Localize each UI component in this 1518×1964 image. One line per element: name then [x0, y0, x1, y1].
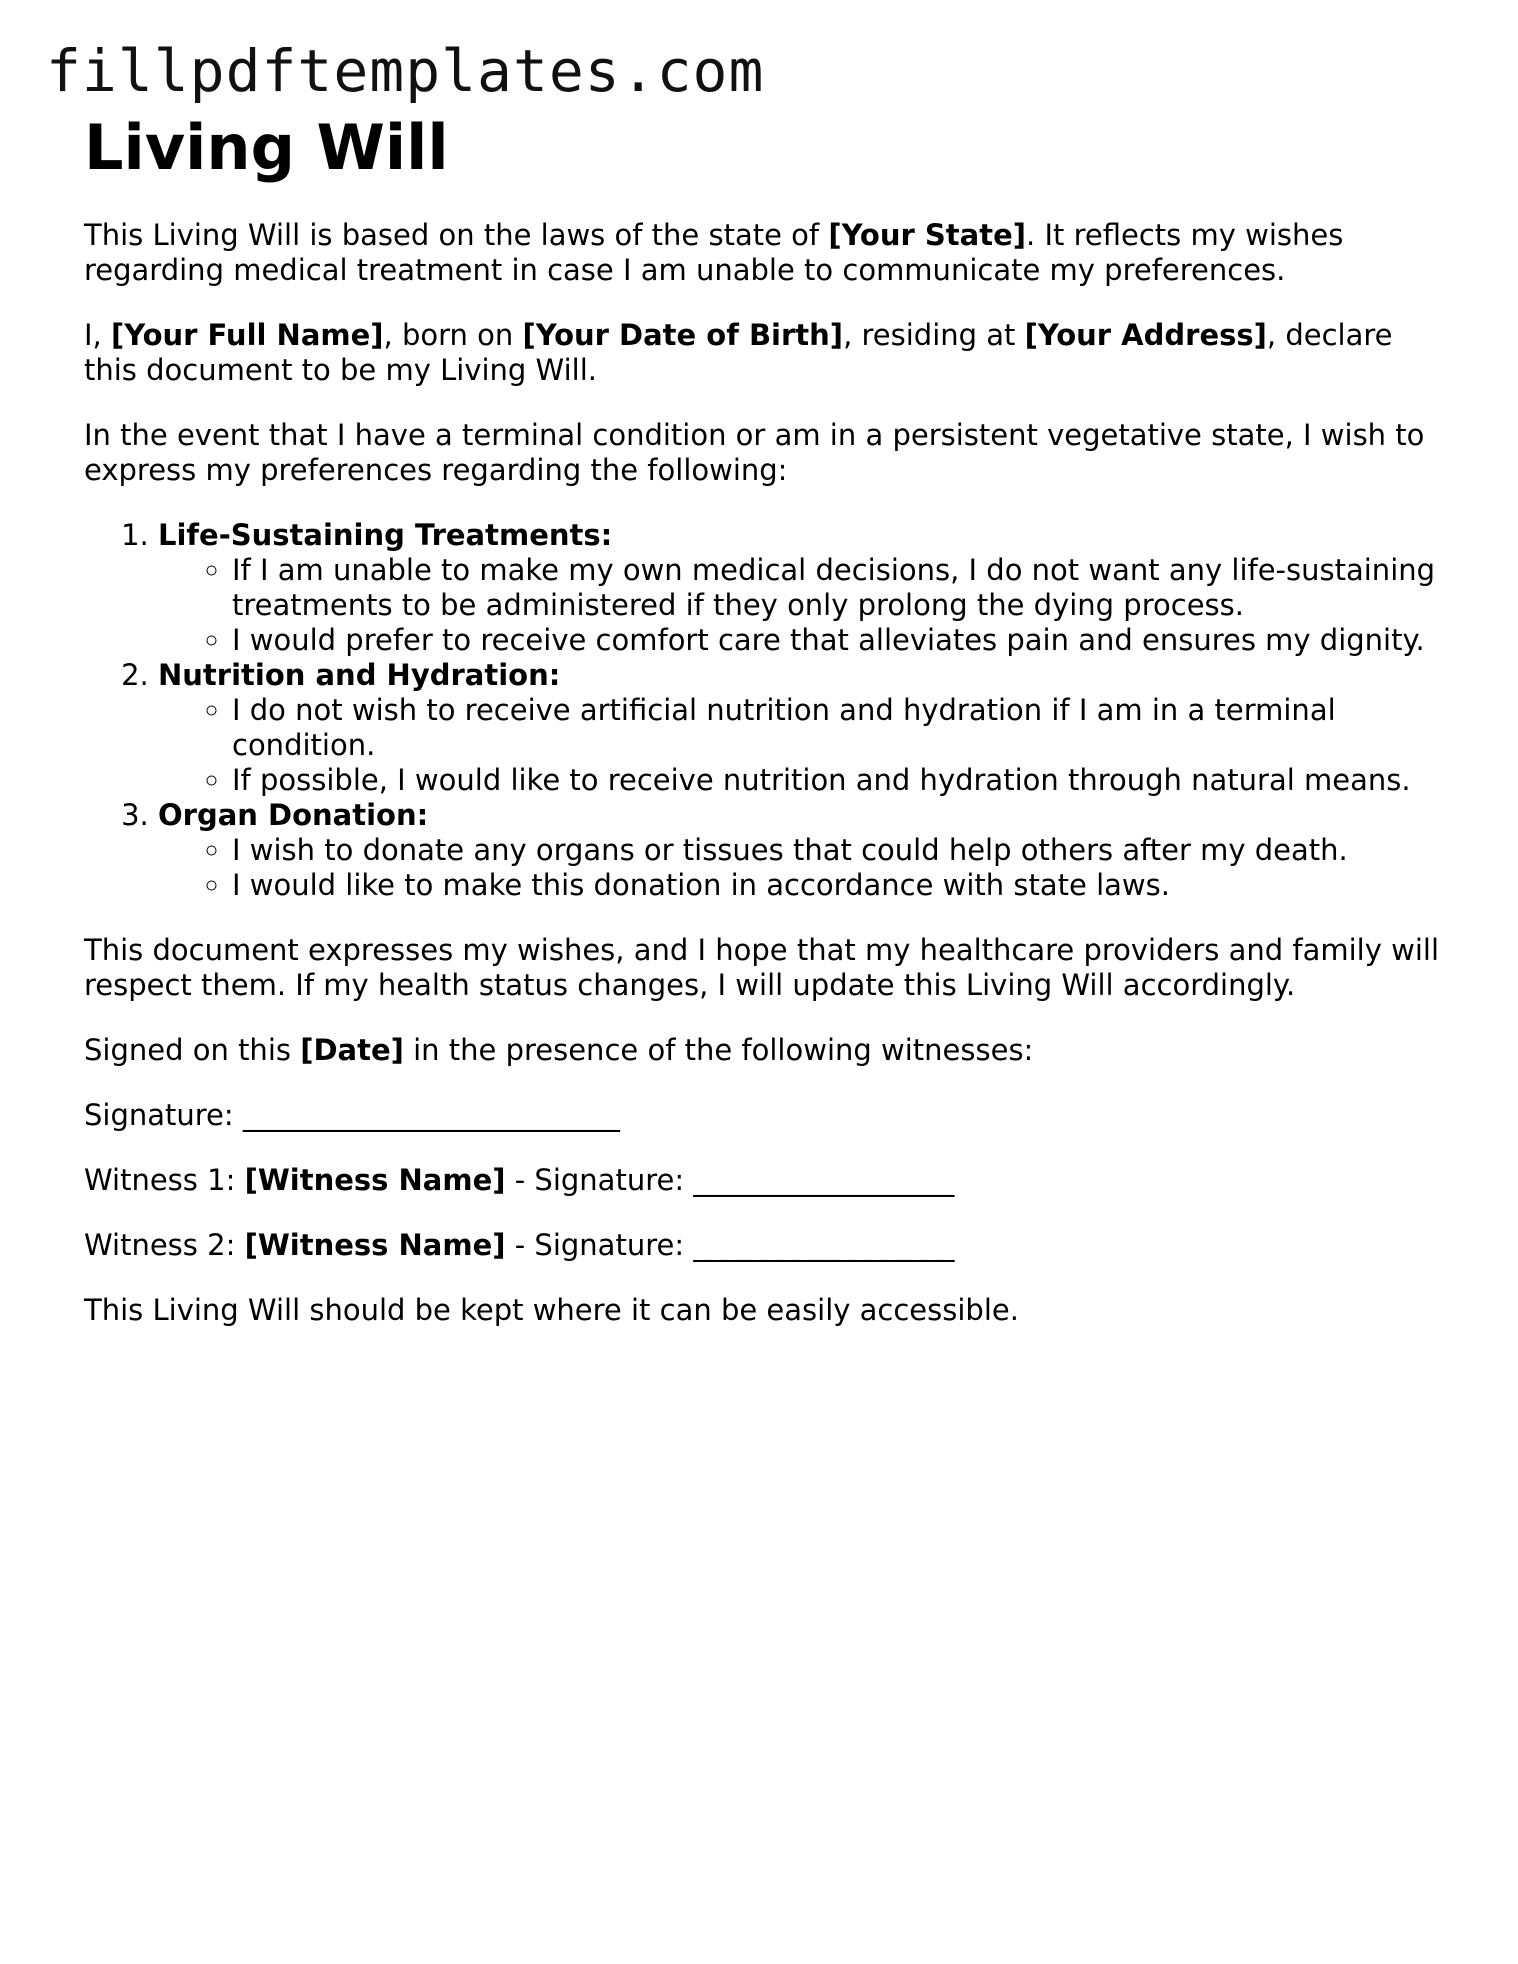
declaration-text-d: , declare this document to be my Living Will. [84, 318, 1393, 387]
witness-1-name-placeholder: [Witness Name] [244, 1163, 506, 1197]
list-item-life-sustaining [158, 518, 1444, 658]
preferences-intro-paragraph: In the event that I have a terminal condition or am in a persistent vegetative state, I wish to express my preferences regarding the following: [84, 418, 1425, 487]
list-item: ◦ I wish to donate any organs or tissues that could help others after my death. [232, 833, 1444, 868]
list-item: ◦ I do not wish to receive artificial nutrition and hydration if I am in a terminal condition. [232, 693, 1444, 763]
witness-1-line [84, 1163, 1444, 1198]
declaration-text-b: , born on [383, 318, 523, 352]
witness-2-label: Witness 2: [84, 1228, 245, 1262]
date-of-birth-placeholder: [Your Date of Birth] [522, 318, 844, 352]
list-item-organ-donation [158, 798, 1444, 903]
list-item: ◦ I would prefer to receive comfort care that alleviates pain and ensures my dignity. [232, 623, 1444, 658]
section-heading: Organ Donation: [158, 798, 429, 832]
intro-text-before: This Living Will is based on the laws of the state of [84, 218, 829, 252]
witness-2-signature: - Signature: __________________ [505, 1228, 955, 1262]
witness-1-signature: - Signature: __________________ [505, 1163, 955, 1197]
list-item: ◦ If I am unable to make my own medical decisions, I do not want any life-sustaining treatments to be administered if they only prolong the dying process. [232, 553, 1444, 623]
wishes-paragraph: This document expresses my wishes, and I hope that my healthcare providers and family will respect them. If my health status changes, I will update this Living Will accordingly. [84, 933, 1439, 1002]
list-item-nutrition [158, 658, 1444, 798]
declaration-text-c: , residing at [843, 318, 1025, 352]
signed-text-after: in the presence of the following witnesses: [403, 1033, 1034, 1067]
preferences-list [84, 518, 1444, 903]
declaration-text-a: I, [84, 318, 111, 352]
witness-1-label: Witness 1: [84, 1163, 245, 1197]
declaration-paragraph [84, 318, 1444, 388]
intro-paragraph [84, 218, 1444, 288]
document-body [84, 112, 1444, 1358]
list-item: ◦ I would like to make this donation in accordance with state laws. [232, 868, 1444, 903]
sub-list [158, 553, 1444, 658]
intro-text-after: . It reflects my wishes regarding medical treatment in case I am unable to communicate my preferences. [84, 218, 1344, 287]
full-name-placeholder: [Your Full Name] [111, 318, 384, 352]
closing-paragraph: This Living Will should be kept where it can be easily accessible. [84, 1293, 1019, 1327]
witness-2-name-placeholder: [Witness Name] [244, 1228, 506, 1262]
sub-list [158, 833, 1444, 903]
section-heading: Life-Sustaining Treatments: [158, 518, 613, 552]
site-watermark: fillpdftemplates.com [46, 37, 765, 105]
witness-2-line [84, 1228, 1444, 1263]
page-title: Living Will [84, 111, 449, 184]
state-placeholder: [Your State] [828, 218, 1027, 252]
signature-line: Signature: __________________________ [84, 1098, 620, 1132]
list-item: ◦ If possible, I would like to receive nutrition and hydration through natural means. [232, 763, 1444, 798]
sub-list [158, 693, 1444, 798]
address-placeholder: [Your Address] [1024, 318, 1267, 352]
date-placeholder: [Date] [300, 1033, 404, 1067]
section-heading: Nutrition and Hydration: [158, 658, 561, 692]
signed-paragraph [84, 1033, 1444, 1068]
signed-text-before: Signed on this [84, 1033, 301, 1067]
